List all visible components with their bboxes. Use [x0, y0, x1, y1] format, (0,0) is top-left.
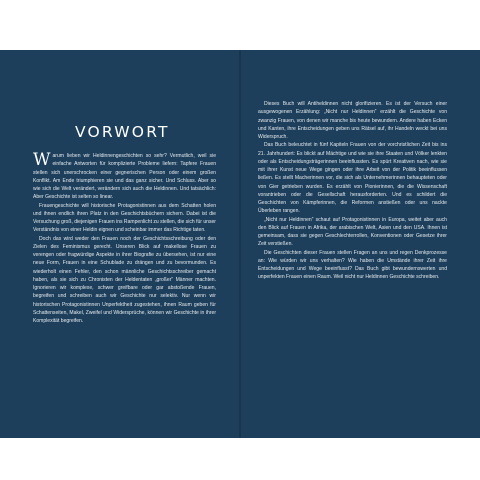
- right-paragraph-3: „Nicht nur Heldinnen“ schaut auf Protagonistinnen in Europa, weitet aber auch den Blick auf Frauen in Afrika, der arabischen Welt, Asien und den USA. Ihnen ist gemeinsam, dass sie gegen Geschlechterrollen, Konventionen oder Gesetze ihrer Zeit verstießen.: [258, 216, 447, 248]
- right-paragraph-1: Dieses Buch will Antiheldinnen nicht glorifizieren. Es ist der Versuch einer ausgewogenen Erzählung: „Nicht nur Heldinnen“ erzählt die Geschichte von zwanzig Frauen, von denen wir manche bis heute bewundern. Andere haben Ecken und Kanten, ihre Entscheidungen geben uns Rätsel auf, ihr Handeln weckt bei uns Widerspruch.: [258, 101, 447, 140]
- left-paragraph-2: Frauengeschichte will historische Protagonistinnen aus dem Schatten holen und ihnen endlich ihren Platz in den Geschichtsbüchern sichern. Dabei ist die Versuchung groß, diejenigen Frauen ins Rampenlicht zu stellen, die sich für unser Verständnis von einer Heldin eignen und scheinbar immer das Richtige taten.: [33, 202, 216, 234]
- left-paragraph-3: Doch das wird weder den Frauen noch der Geschichtsschreibung oder den Zielen des Feminismus gerecht. Unseren Blick auf makellose Frauen zu verengen oder fragwürdige Aspekte in ihrer Biografie zu übersehen, ist nur eine neue Form, Frauen in eine Schublade zu drängen und zu bevormunden. Es wiederholt einen Fehler, den schon männliche Geschichtsschreiber gemacht haben, als sie sich zu Chronisten der Heldentaten „großer“ Männer machten. Ignorieren wir komplexe, schwer greifbare oder gar abstoßende Frauen, begreifen und schreiben auch wir Geschichte nur selektiv. Nur wenn wir historischen Protagonistinnen Unperfektheit zugestehen, ihnen Raum geben für Schattenseiten, Makel, Zweifel und Widersprüche, können wir Geschichte in ihrer Komplexität begreifen.: [33, 235, 216, 324]
- page-gutter: [239, 50, 241, 438]
- right-paragraph-4: Die Geschichten dieser Frauen stellen Fragen an uns und regen Denkprozesse an: Wie würden wir uns verhalten? Wie haben die Umstände ihrer Zeit ihre Entscheidungen und Wege beeinflusst? Das Buch gibt bewundernswerten und unperfekten Frauen einen Raum. Weil nicht nur Heldinnen Geschichte schreiben.: [258, 249, 447, 281]
- right-page-text: [258, 100, 447, 282]
- drop-cap-initial: W: [33, 150, 51, 170]
- opening-paragraph: [33, 152, 216, 202]
- book-spread: [0, 50, 480, 438]
- opening-paragraph-text: arum lieben wir Heldinnengeschichten so sehr? Vermutlich, weil sie einfache Antworten für komplizierte Probleme liefern: Tapfere Frauen stellen sich unerschrocken einer gegnerischen Person oder einem großen Konflikt. Am Ende triumphieren sie und das ganz sicher. Und Schluss. Aber so wie sich die Welt verändert, verändern sich auch die Heldinnen. Und tatsächlich: Aber Geschichte ist selten so linear.: [33, 153, 216, 201]
- chapter-heading: VORWORT: [75, 123, 170, 141]
- right-paragraph-2: Das Buch beleuchtet in fünf Kapiteln Frauen von der vorchristlichen Zeit bis ins 21. Jahrhundert: Es blickt auf Mächtige und wie sie ihre Staaten und Völker lenkten oder als Entscheidungsträgerinnen beeinflussten. Es spürt Kreativen nach, wie sie mit ihrer Kunst neue Wege gingen oder ihre Arbeit von der Politik beeinflussen ließen. Es stellt Macherinnen vor, die sich als Unternehmerinnen behaupteten oder von Gier getrieben wurden. Es erzählt von Pionierinnen, die die Wissenschaft vorantrieben oder die Gesellschaft herausforderten. Und es schildert die Geschichten von Kämpferinnen, die Reformen anstießen oder uns nackte Überleben rangen.: [258, 142, 447, 215]
- left-page-text: [33, 152, 216, 325]
